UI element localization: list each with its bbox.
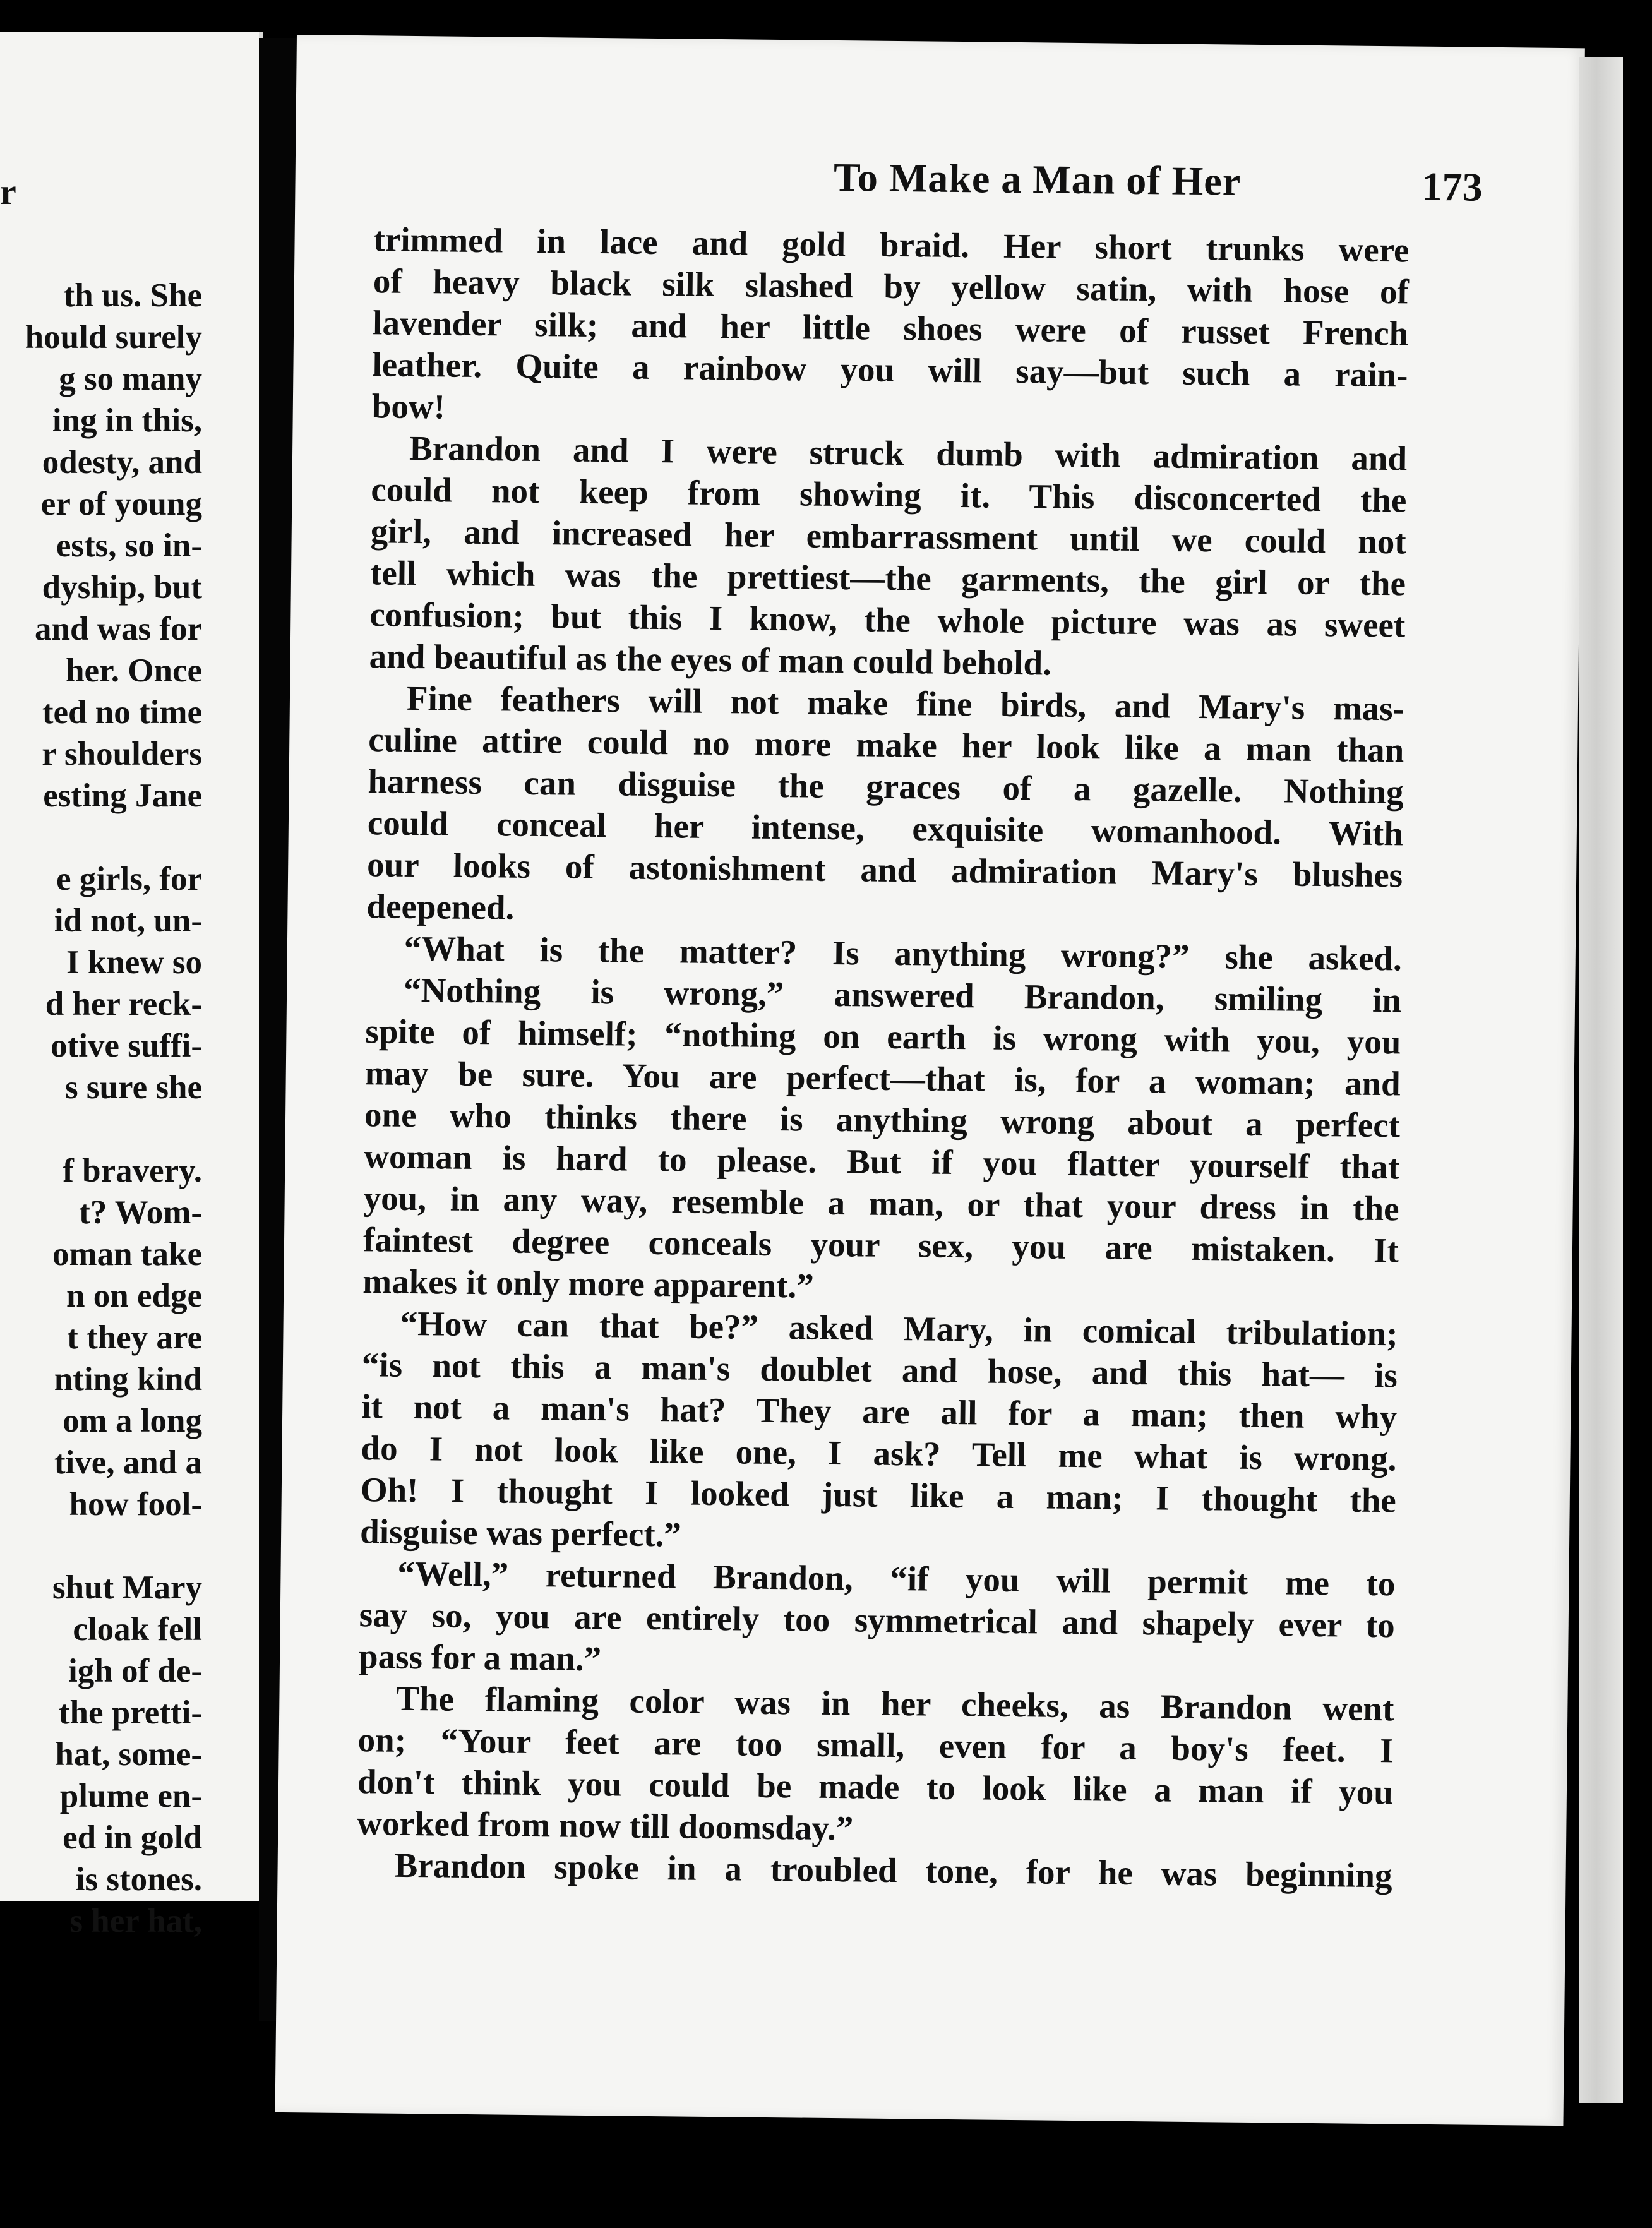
left-text-line: om a long (63, 1403, 202, 1439)
left-text-line: t? Wom- (79, 1194, 202, 1231)
text-line: it not a man's hat? They are all for a man; then why (361, 1387, 1398, 1437)
left-text-line: g so many (59, 361, 202, 397)
text-line: “How can that be?” asked Mary, in comical tribulation; (400, 1303, 1398, 1353)
left-page-text (0, 275, 202, 1942)
text-line: bow! (371, 386, 446, 426)
left-text-line: otive suffi- (51, 1027, 202, 1064)
left-text-line: id not, un- (54, 902, 202, 939)
text-line: could not keep from showing it. This disconcerted the (371, 470, 1407, 520)
left-text-line: igh of de- (68, 1653, 202, 1689)
text-line: may be sure. You are perfect—that is, for a woman; and (364, 1053, 1401, 1103)
left-running-head-fragment: r (0, 171, 16, 212)
text-line: “is not this a man's doublet and hose, and this hat— is (361, 1345, 1398, 1395)
left-text-line: shut Mary (52, 1569, 202, 1606)
left-text-line: odesty, and (42, 444, 202, 481)
text-line: “What is the matter? Is anything wrong?” she asked. (404, 928, 1403, 978)
left-text-line: nting kind (54, 1361, 202, 1398)
left-text-line: hould surely (25, 319, 202, 356)
text-line: The flaming color was in her cheeks, as Brandon went (396, 1679, 1394, 1728)
text-line: one who thinks there is anything wrong about a perfect (364, 1095, 1401, 1145)
text-line: worked from now till doomsday.” (357, 1804, 854, 1848)
text-line: pass for a man.” (358, 1637, 602, 1679)
left-text-line: cloak fell (73, 1611, 202, 1648)
text-line: “Well,” returned Brandon, “if you will permit me to (397, 1554, 1396, 1603)
text-line: deepened. (366, 887, 515, 927)
text-line: spite of himself; “nothing on earth is wrong with you, you (365, 1012, 1401, 1062)
left-text-line: ted no time (42, 694, 202, 731)
text-line: could conceal her intense, exquisite womanhood. With (367, 803, 1404, 853)
body-text (356, 219, 1410, 1896)
text-line: do I not look like one, I ask? Tell me what is wrong. (361, 1428, 1397, 1478)
left-text-line: dyship, but (42, 569, 202, 606)
text-line: on; “Your feet are too small, even for a boy's feet. I (357, 1720, 1394, 1770)
left-text-line: th us. She (63, 277, 202, 314)
left-text-line: r shoulders (42, 736, 202, 772)
left-text-line: oman take (52, 1236, 202, 1273)
left-text-line: d her reck- (45, 986, 202, 1022)
left-text-line: er of young (40, 486, 202, 522)
left-text-line: her. Once (66, 652, 202, 689)
left-text-line: how fool- (69, 1486, 202, 1523)
running-head: To Make a Man of Her (833, 154, 1242, 204)
text-line: confusion; but this I know, the whole picture was as sweet (369, 595, 1406, 645)
text-line: say so, you are entirely too symmetrical and shapely ever to (359, 1595, 1396, 1645)
left-page (0, 32, 263, 1939)
text-line: Oh! I thought I looked just like a man; I thought the (360, 1470, 1397, 1520)
left-text-line: ed in gold (63, 1819, 202, 1856)
left-text-line: s her hat, (69, 1903, 202, 1939)
text-line: our looks of astonishment and admiration Mary's blushes (366, 845, 1403, 895)
text-line: trimmed in lace and gold braid. Her short trunks were (373, 220, 1410, 270)
page-edge (1579, 57, 1623, 2103)
page-number: 173 (1422, 164, 1483, 210)
left-text-line: is stones. (75, 1861, 202, 1898)
left-text-line: the pretti- (58, 1694, 202, 1731)
left-text-line: esting Jane (43, 777, 202, 814)
text-line: you, in any way, resemble a man, or that your dress in the (363, 1178, 1399, 1228)
left-text-line: n on edge (66, 1278, 202, 1314)
left-text-line: hat, some- (55, 1736, 202, 1773)
left-text-line: and was for (34, 611, 202, 647)
left-text-line: tive, and a (54, 1444, 202, 1481)
text-line: lavender silk; and her little shoes were of russet French (372, 303, 1409, 353)
left-text-line: plume en- (59, 1778, 202, 1814)
text-line: Brandon and I were struck dumb with admiration and (409, 428, 1408, 478)
left-text-line: ing in this, (52, 402, 202, 439)
text-line: makes it only more apparent.” (362, 1262, 815, 1305)
left-text-line: I knew so (66, 944, 202, 981)
text-line: culine attire could no more make her look like a man than (368, 720, 1404, 770)
text-line: Brandon spoke in a troubled tone, for he was beginning (394, 1845, 1392, 1895)
text-line: leather. Quite a rainbow you will say—but such a rain- (372, 345, 1408, 395)
text-line: “Nothing is wrong,” answered Brandon, smiling in (403, 970, 1402, 1020)
right-page (275, 35, 1585, 2126)
text-line: disguise was perfect.” (359, 1512, 682, 1554)
left-text-line: f bravery. (63, 1153, 202, 1189)
text-line: and beautiful as the eyes of man could behold. (369, 637, 1052, 683)
text-line: faintest degree conceals your sex, you are mistaken. It (362, 1220, 1399, 1270)
text-line: don't think you could be made to look like a man if you (357, 1762, 1394, 1812)
text-line: harness can disguise the graces of a gazelle. Nothing (368, 762, 1404, 812)
text-line: of heavy black silk slashed by yellow satin, with hose of (373, 261, 1410, 311)
left-text-line (0, 817, 202, 858)
text-line: Fine feathers will not make fine birds, and Mary's mas- (406, 678, 1405, 728)
text-line: woman is hard to please. But if you flatter yourself that (364, 1137, 1400, 1187)
left-text-line: e girls, for (56, 861, 202, 897)
left-text-line: ests, so in- (56, 527, 202, 564)
left-text-line (0, 1525, 202, 1567)
left-text-line: s sure she (65, 1069, 202, 1106)
left-text-line (0, 1108, 202, 1150)
text-line: girl, and increased her embarrassment until we could not (370, 512, 1407, 561)
left-text-line: t they are (67, 1319, 202, 1356)
text-line: tell which was the prettiest—the garments, the girl or the (369, 553, 1406, 603)
